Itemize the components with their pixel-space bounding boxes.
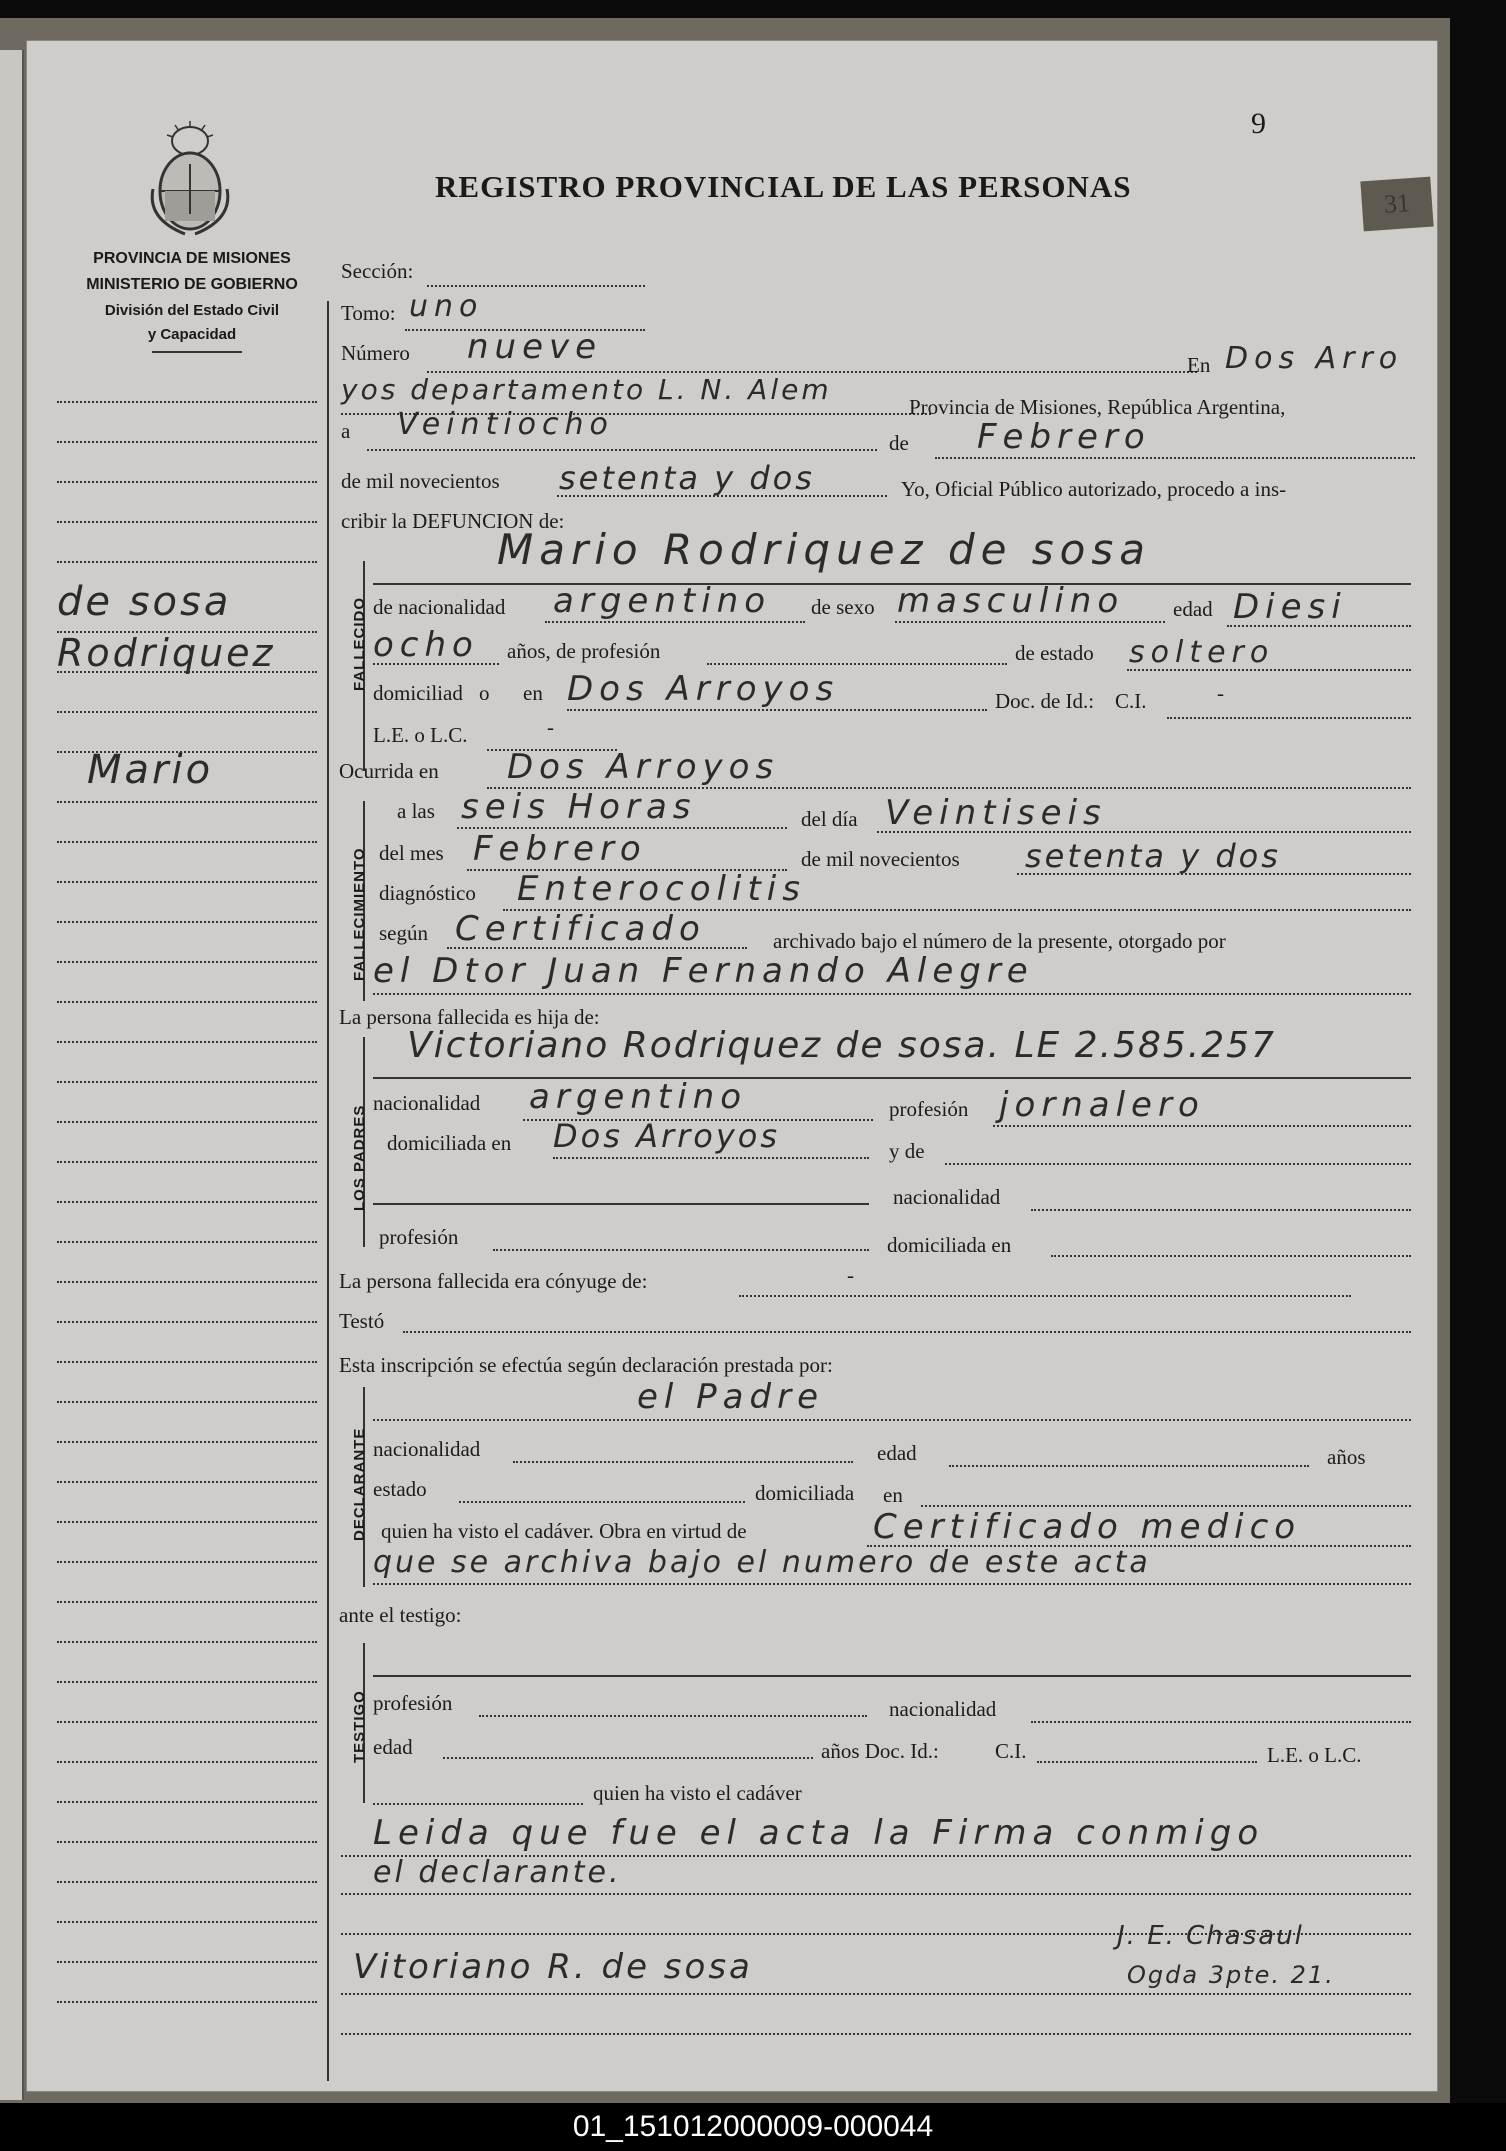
label-declaracion: Esta inscripción se efectúa según declaración prestada por:: [339, 1353, 833, 1377]
value-ocurrida-en: Dos Arroyos: [507, 747, 780, 787]
side-testigo: TESTIGO: [351, 1690, 368, 1763]
value-conyuge: -: [847, 1263, 854, 1287]
value-edad-cont: ocho: [373, 625, 479, 665]
label-de-mil-novecientos-2: de mil novecientos: [801, 847, 960, 871]
value-sexo: masculino: [897, 581, 1125, 621]
label-conyuge: La persona fallecida era cónyuge de:: [339, 1269, 648, 1293]
label-provincia: Provincia de Misiones, República Argentina,: [909, 395, 1286, 419]
label-en: En: [1187, 353, 1211, 377]
label-edad-declarante: edad: [877, 1441, 917, 1465]
label-profesion-padre: profesión: [889, 1097, 969, 1121]
label-doc-id: Doc. de Id.:: [995, 689, 1095, 713]
org-division: División del Estado Civil: [104, 302, 280, 319]
label-segun: según: [379, 921, 428, 945]
value-diagnostico: Enterocolitis: [517, 869, 806, 909]
label-profesion-testigo: profesión: [373, 1691, 453, 1715]
label-a-las: a las: [397, 799, 435, 823]
label-quien-visto: quien ha visto el cadáver: [593, 1781, 802, 1805]
value-domicilio: Dos Arroyos: [567, 669, 840, 709]
label-domiciliad: domiciliad: [373, 681, 463, 705]
label-de-mil-novecientos: de mil novecientos: [341, 469, 500, 493]
label-anos-doc-id: años Doc. Id.:: [821, 1739, 939, 1763]
page-title: REGISTRO PROVINCIAL DE LAS PERSONAS: [435, 169, 1132, 204]
value-padre-nacionalidad: argentino: [529, 1077, 747, 1117]
label-a: a: [341, 419, 351, 443]
label-oficial: Yo, Oficial Público autorizado, procedo a ins-: [901, 477, 1287, 501]
label-del-dia: del día: [801, 807, 858, 831]
label-nacionalidad-testigo: nacionalidad: [889, 1697, 997, 1721]
side-fallecido: FALLECIDO: [351, 597, 368, 691]
label-nacionalidad-padre: nacionalidad: [373, 1091, 481, 1115]
value-nacionalidad: argentino: [553, 581, 771, 621]
label-ci: C.I.: [1115, 689, 1147, 713]
label-y-de: y de: [889, 1139, 925, 1163]
page-number: 9: [1251, 107, 1266, 140]
label-ante-testigo: ante el testigo:: [339, 1603, 462, 1627]
label-visto-cadaver: quien ha visto el cadáver. Obra en virtud de: [381, 1519, 747, 1543]
value-obra-cont: que se archiva bajo el numero de este acta: [373, 1545, 1151, 1580]
label-testo: Testó: [339, 1309, 385, 1333]
value-domicilio-o: o: [479, 681, 490, 705]
value-mes: Febrero: [977, 417, 1151, 457]
value-leida-cont: el declarante.: [373, 1855, 622, 1890]
value-edad: Diesi: [1233, 587, 1347, 627]
register-page: [26, 40, 1438, 2092]
value-anio: setenta y dos: [559, 459, 815, 497]
signature-declarante: Vitoriano R. de sosa: [353, 1947, 753, 1987]
value-numero: nueve: [467, 327, 603, 367]
value-otorgado-por: el Dtor Juan Fernando Alegre: [373, 951, 1034, 991]
label-tomo: Tomo:: [341, 301, 396, 325]
label-diagnostico: diagnóstico: [379, 881, 476, 905]
value-lugar-cont: yos departamento L. N. Alem: [341, 373, 832, 406]
margin-note-second-surname: Rodriquez: [57, 631, 276, 675]
value-en-lugar: Dos Arro: [1225, 341, 1404, 376]
value-padre-profesion: jornalero: [999, 1085, 1205, 1125]
label-anos-de-profesion: años, de profesión: [507, 639, 661, 663]
label-nacionalidad-declarante: nacionalidad: [373, 1437, 481, 1461]
value-anio-fallec: setenta y dos: [1025, 837, 1281, 875]
label-seccion: Sección:: [341, 259, 414, 283]
label-le-lc: L.E. o L.C.: [373, 723, 468, 747]
label-le-lc-testigo: L.E. o L.C.: [1267, 1743, 1362, 1767]
label-ocurrida-en: Ocurrida en: [339, 759, 439, 783]
label-en-declarante: en: [883, 1483, 903, 1507]
label-nacionalidad-madre: nacionalidad: [893, 1185, 1001, 1209]
label-de: de: [889, 431, 909, 455]
org-capacity: y Capacidad: [147, 326, 237, 343]
label-domiciliada-en-madre: domiciliada en: [887, 1233, 1012, 1257]
org-ministry: MINISTERIO DE GOBIERNO: [86, 276, 298, 293]
value-segun: Certificado: [455, 909, 706, 949]
label-estado-declarante: estado: [373, 1477, 427, 1501]
value-dia-fallec: Veintiseis: [885, 793, 1107, 833]
value-mes-fallec: Febrero: [473, 829, 647, 869]
divider: [152, 351, 242, 353]
label-domiciliada-en-padre: domiciliada en: [387, 1131, 512, 1155]
label-edad-testigo: edad: [373, 1735, 413, 1759]
org-province: PROVINCIA DE MISIONES: [93, 250, 291, 267]
value-ci: -: [1217, 681, 1224, 705]
file-id-footer: 01_151012000009-000044: [0, 2103, 1506, 2151]
label-de-sexo: de sexo: [811, 595, 875, 619]
label-anos-declarante: años: [1327, 1445, 1366, 1469]
margin-note-name: Mario: [87, 747, 214, 793]
value-tomo: uno: [409, 289, 484, 324]
side-declarante: DECLARANTE: [351, 1427, 368, 1541]
label-del-mes: del mes: [379, 841, 444, 865]
label-domiciliada-declarante: domiciliada: [755, 1481, 855, 1505]
label-numero: Número: [341, 341, 410, 365]
coat-of-arms-icon: [145, 119, 235, 239]
label-inscribir: cribir la DEFUNCION de:: [341, 509, 565, 533]
value-nombre: Mario Rodriquez de sosa: [497, 525, 1151, 574]
book-spine: [0, 50, 24, 2100]
label-profesion-madre: profesión: [379, 1225, 459, 1249]
value-le: -: [547, 715, 554, 739]
value-leida: Leida que fue el acta la Firma conmigo: [373, 1813, 1265, 1853]
value-obra-virtud: Certificado medico: [873, 1507, 1302, 1547]
stamp-number: 31: [1360, 177, 1433, 232]
value-padre-domicilio: Dos Arroyos: [553, 1117, 781, 1155]
value-dia: Veintiocho: [397, 407, 614, 442]
side-padres: LOS PADRES: [351, 1104, 368, 1211]
label-hija-de: La persona fallecida es hija de:: [339, 1005, 600, 1029]
label-de-estado: de estado: [1015, 641, 1094, 665]
label-ci-testigo: C.I.: [995, 1739, 1027, 1763]
label-de-nacionalidad: de nacionalidad: [373, 595, 506, 619]
value-estado: soltero: [1129, 635, 1275, 670]
signature-oficial: J. E. Chasaul: [1117, 1921, 1304, 1951]
margin-rule: [327, 301, 329, 2081]
margin-note-surname: de sosa: [57, 579, 232, 625]
value-padre: Victoriano Rodriquez de sosa. LE 2.585.257: [407, 1025, 1276, 1066]
side-fallecimiento: FALLECIMIENTO: [351, 847, 368, 981]
label-en-domicilio: en: [523, 681, 543, 705]
signature-oficial-title: Ogda 3pte. 21.: [1127, 1961, 1335, 1989]
label-archivado: archivado bajo el número de la presente, otorgado por: [773, 929, 1226, 953]
value-declarante: el Padre: [637, 1377, 824, 1417]
label-edad: edad: [1173, 597, 1213, 621]
value-hora: seis Horas: [461, 787, 697, 827]
